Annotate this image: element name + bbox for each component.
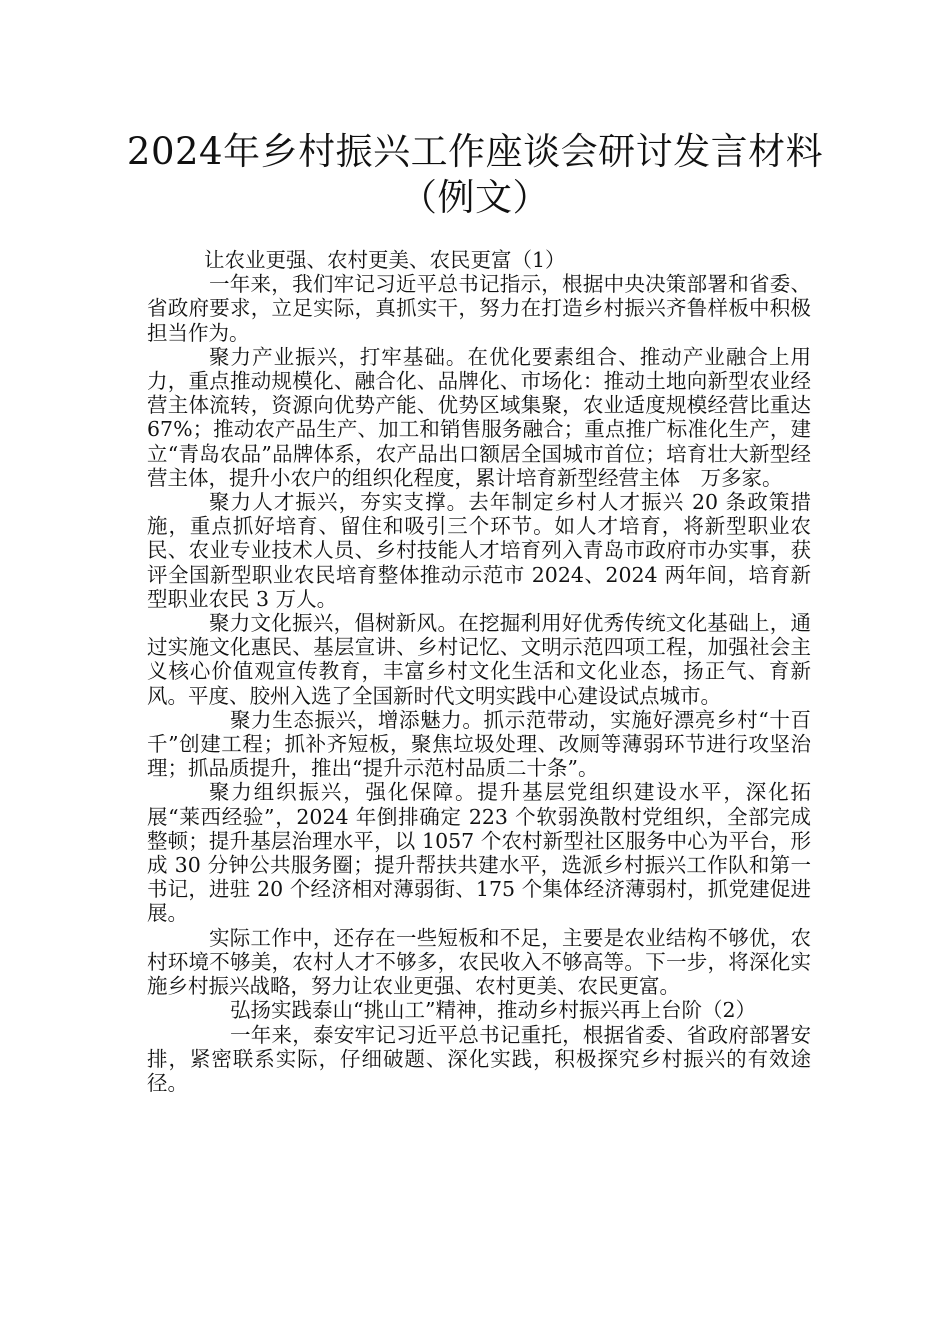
paragraph-intro-2: 一年来，泰安牢记习近平总书记重托，根据省委、省政府部署安排，紧密联系实际，仔细破题、深化实践，积极探究乡村振兴的有效途径。 — [147, 1022, 811, 1095]
paragraph-culture: 聚力文化振兴，倡树新风。在挖掘利用好优秀传统文化基础上，通过实施文化惠民、基层宣讲、乡村记忆、文明示范四项工程，加强社会主义核心价值观宣传教育，丰富乡村文化生活和文化业态，扬正气、育新风。平度、胶州入选了全国新时代文明实践中心建设试点城市。 — [147, 611, 811, 708]
document-title-line-2: （例文） — [400, 176, 550, 219]
paragraph-industry: 聚力产业振兴，打牢基础。在优化要素组合、推动产业融合上用力，重点推动规模化、融合化、品牌化、市场化：推动土地向新型农业经营主体流转，资源向优势产能、优势区域集聚，农业适度规模经营比重达 67%；推动农产品生产、加工和销售服务融合；重点推广标准化生产，建立“青岛农品”品牌体系，农产品出口额居全国城市首位；培育壮大新型经营主体，提升小农户的组织化程度，累计培育新型经营主体 万多家。 — [147, 344, 811, 490]
paragraph-intro-1: 一年来，我们牢记习近平总书记指示，根据中央决策部署和省委、省政府要求，立足实际，真抓实干，努力在打造乡村振兴齐鲁样板中积极担当作为。 — [147, 272, 811, 345]
section-heading-1: 让农业更强、农村更美、农民更富（1） — [204, 248, 566, 272]
section-heading-2: 弘扬实践泰山“挑山工”精神，推动乡村振兴再上台阶（2） — [230, 998, 757, 1023]
paragraph-shortcomings: 实际工作中，还存在一些短板和不足，主要是农业结构不够优，农村环境不够美，农村人才不够多，农民收入不够高等。下一步，将深化实施乡村振兴战略，努力让农业更强、农村更美、农民更富。 — [147, 925, 811, 999]
document-title-line-1: 2024年乡村振兴工作座谈会研讨发言材料 — [126, 130, 824, 173]
paragraph-organization: 聚力组织振兴，强化保障。提升基层党组织建设水平，深化拓展“莱西经验”，2024 年倒排确定 223 个软弱涣散村党组织，全部完成整顿；提升基层治理水平，以 1057 个农村新型社区服务中心为平台，形成 30 分钟公共服务圈；提升帮扶共建水平，选派乡村振兴工作队和第一书记，进驻 20 个经济相对薄弱街、175 个集体经济薄弱村，抓党建促进展。 — [147, 780, 811, 926]
document-body — [147, 248, 811, 1095]
paragraph-talent: 聚力人才振兴，夯实支撑。去年制定乡村人才振兴 20 条政策措施，重点抓好培育、留住和吸引三个环节。如人才培育，将新型职业农民、农业专业技术人员、乡村技能人才培育列入青岛市政府市办实事，获评全国新型职业农民培育整体推动示范市 2024、2024 两年间，培育新型职业农民 3 万人。 — [147, 490, 811, 611]
paragraph-ecology: 聚力生态振兴，增添魅力。抓示范带动，实施好漂亮乡村“十百千”创建工程；抓补齐短板，聚焦垃圾处理、改厕等薄弱环节进行攻坚治理；抓品质提升，推出“提升示范村品质二十条”。 — [147, 707, 811, 781]
